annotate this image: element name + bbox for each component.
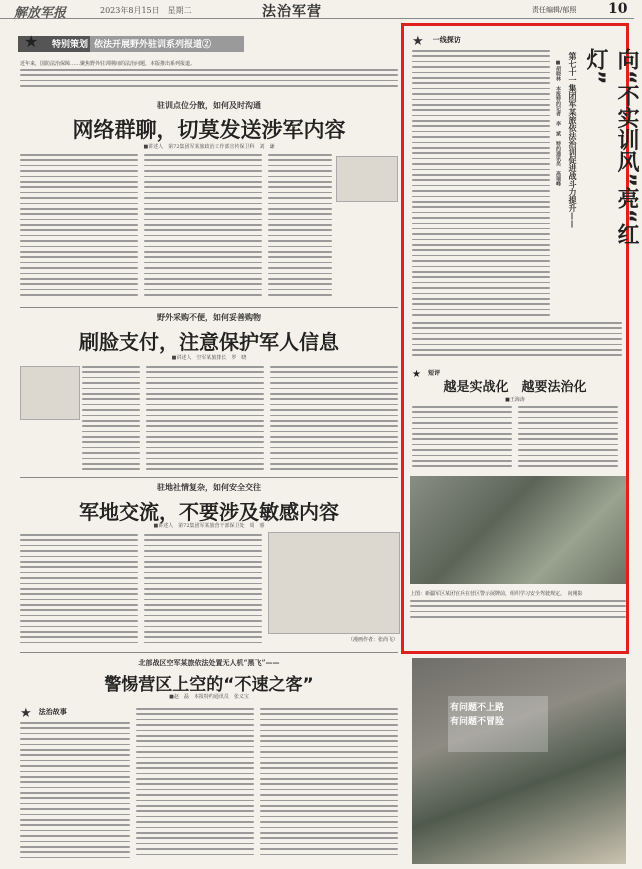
photo-note: 上图：新疆军区某团官兵在营区警示展牌前，组织学习安全驾驶规定。 向刚影: [410, 591, 583, 597]
article4-kicker: 北部战区空军某旅依法处置无人机“黑飞”——: [138, 658, 280, 667]
divider: [20, 307, 398, 308]
column-label-box: [412, 30, 512, 49]
column-body-bottom: [412, 322, 622, 362]
article1-kicker: 驻训点位分散，如何及时沟通: [157, 100, 261, 110]
column-title: 向“不实训风”亮“红灯”: [583, 48, 639, 246]
article1-headline: 网络群聊，切莫发送涉军内容: [72, 118, 346, 142]
column-reporter: ■胡晓林 本报特约记者 李 斌 特约通讯员 高瑞峰: [555, 60, 561, 186]
cartoon-soldiers-illustration: [268, 532, 400, 634]
article2-byline: ■讲述人 空军某旅排长 罗 晓: [171, 355, 247, 361]
article2-kicker: 野外采购不便，如何妥善购物: [157, 312, 261, 322]
article3-kicker: 驻地社情复杂，如何安全交往: [157, 482, 261, 492]
article2-col3: [270, 366, 398, 474]
divider: [20, 652, 398, 653]
column-label: 一线探访: [432, 35, 461, 44]
warning-text-1: 有问题不上路: [450, 703, 505, 713]
article1-byline: ■讲述人 第72集团军某旅政治工作部宣传保卫科 刘 谦: [143, 144, 275, 150]
article2-col2: [146, 366, 264, 474]
photo-training: [410, 476, 626, 584]
banner-tag: 特别策划: [52, 40, 89, 50]
issue-date: 2023年8月15日 星期二: [100, 6, 192, 15]
masthead: 解放军报: [14, 6, 67, 21]
star-icon: ★: [20, 706, 32, 721]
article4-col2: [136, 708, 254, 862]
commentary-col1: [412, 406, 512, 470]
column-subtitle: 第七十一集团军某旅依法治训促进战斗力提升——: [568, 52, 577, 228]
divider: [20, 477, 398, 478]
article3-col1: [20, 534, 138, 646]
section-title: 法治军营: [262, 4, 322, 20]
photo-warning-board: [412, 658, 626, 864]
commentary-author: ■王海涛: [505, 397, 525, 403]
story-label: 法治故事: [38, 707, 67, 716]
article4-col3: [260, 708, 398, 862]
star-icon: ★: [412, 369, 421, 380]
article3-col2: [144, 534, 262, 646]
warning-text-2: 有问题不冒险: [450, 717, 505, 727]
banner-subtitle: 依法开展野外驻训系列报道②: [94, 40, 212, 50]
series-banner: [18, 32, 398, 54]
commentary-col2: [518, 406, 618, 470]
intro-text: 近年来，国防法治保障……聚焦野外驻训期间的法治问题，本版推出系列报道。: [20, 61, 196, 67]
star-icon: ★: [24, 32, 39, 51]
article4-headline: 警惕营区上空的“不速之客”: [104, 675, 314, 695]
cartoon-payment-illustration: [20, 366, 80, 420]
page-number: 10: [608, 1, 628, 17]
commentary-label-box: [412, 362, 492, 380]
column-body: [412, 50, 550, 320]
article3-byline: ■讲述人 第72集团军某旅营干部保卫处 周 睿: [153, 523, 265, 529]
intro: [20, 60, 398, 92]
article4-col1: [20, 722, 130, 862]
cartoon-phone-illustration: [336, 156, 398, 202]
photo-caption-lines: [410, 600, 626, 644]
article2-headline: 刷脸支付，注意保护军人信息: [79, 330, 339, 354]
editor-credit: 责任编辑/郁照: [532, 6, 577, 14]
article3-headline: 军地交流，不要涉及敏感内容: [79, 500, 339, 524]
article2-col1: [82, 366, 140, 474]
article1-col3: [268, 154, 332, 304]
commentary-label: 短评: [428, 370, 441, 377]
cartoon-credit: （漫画作者：张尚飞）: [347, 637, 398, 643]
commentary-title: 越是实战化 越要法治化: [443, 380, 587, 395]
article1-col2: [144, 154, 262, 304]
story-label-box: [20, 702, 100, 721]
article4-byline: ■赵 磊 本报特约通讯员 张义宝: [169, 694, 249, 700]
star-icon: ★: [412, 34, 424, 49]
article1-col1: [20, 154, 138, 304]
